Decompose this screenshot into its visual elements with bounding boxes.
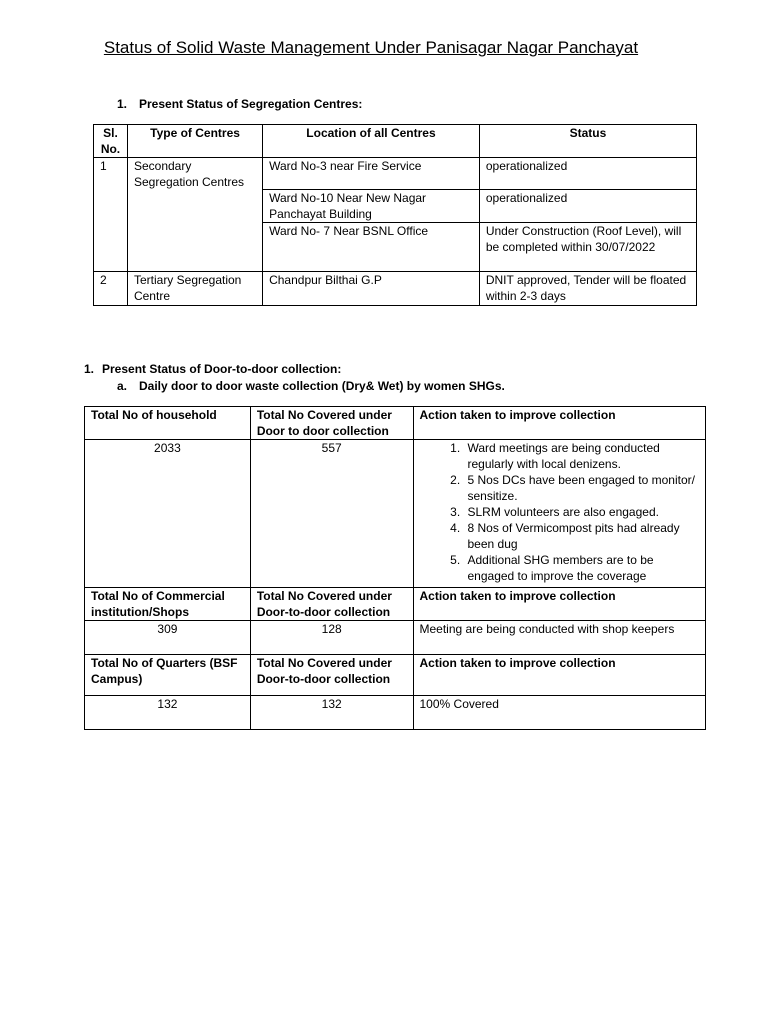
door-to-door-collection-table — [84, 406, 706, 730]
header-total-commercial: Total No of Commercial institution/Shops — [85, 588, 251, 621]
quarters-action: 100% Covered — [413, 696, 706, 730]
commercial-action: Meeting are being conducted with shop keepers — [413, 621, 706, 655]
section-1-title: Present Status of Segregation Centres: — [139, 97, 363, 111]
section-1-number: 1. — [117, 97, 128, 111]
section-2a-letter: a. — [117, 379, 128, 393]
header-total-household: Total No of household — [85, 407, 251, 440]
list-item: 2. 5 Nos DCs have been engaged to monitor/ sensitize. — [464, 472, 700, 504]
household-total: 2033 — [85, 440, 251, 588]
commercial-total: 309 — [85, 621, 251, 655]
header-covered: Total No Covered under Door-to-door collection — [250, 655, 413, 696]
commercial-data-row — [85, 621, 706, 655]
household-actions-cell — [413, 440, 706, 588]
quarters-total: 132 — [85, 696, 251, 730]
quarters-header-row — [85, 655, 706, 696]
cell-status: operationalized — [479, 158, 696, 190]
cell-type: Tertiary Segregation Centre — [127, 272, 262, 306]
list-item: 5. Additional SHG members are to be engaged to improve the coverage — [464, 552, 700, 584]
header-type-of-centres: Type of Centres — [127, 125, 262, 158]
cell-location: Ward No- 7 Near BSNL Office — [263, 223, 480, 272]
header-covered: Total No Covered under Door-to-door collection — [250, 588, 413, 621]
section-2a-title: Daily door to door waste collection (Dry& Wet) by women SHGs. — [139, 379, 505, 393]
list-item: 4. 8 Nos of Vermicompost pits had already been dug — [464, 520, 700, 552]
cell-location: Ward No-3 near Fire Service — [263, 158, 480, 190]
list-item: 1. Ward meetings are being conducted regularly with local denizens. — [464, 440, 700, 472]
header-action: Action taken to improve collection — [413, 407, 706, 440]
list-item: 3. SLRM volunteers are also engaged. — [464, 504, 700, 520]
cell-type: Secondary Segregation Centres — [127, 158, 262, 272]
header-status: Status — [479, 125, 696, 158]
cell-status: DNIT approved, Tender will be floated within 2-3 days — [479, 272, 696, 306]
header-action: Action taken to improve collection — [413, 588, 706, 621]
header-total-quarters: Total No of Quarters (BSF Campus) — [85, 655, 251, 696]
header-covered: Total No Covered under Door to door collection — [250, 407, 413, 440]
cell-status: operationalized — [479, 190, 696, 223]
quarters-covered: 132 — [250, 696, 413, 730]
segregation-centres-table — [93, 124, 697, 306]
document-title: Status of Solid Waste Management Under Panisagar Nagar Panchayat — [103, 38, 639, 57]
section-2-title: Present Status of Door-to-door collection: — [102, 362, 342, 376]
cell-location: Ward No-10 Near New Nagar Panchayat Building — [263, 190, 480, 223]
household-actions-list — [420, 440, 700, 584]
header-action: Action taken to improve collection — [413, 655, 706, 696]
quarters-data-row — [85, 696, 706, 730]
section-1-heading — [117, 96, 362, 112]
cell-status: Under Construction (Roof Level), will be completed within 30/07/2022 — [479, 223, 696, 272]
section-2-heading — [84, 361, 341, 377]
commercial-covered: 128 — [250, 621, 413, 655]
table-row — [94, 272, 697, 306]
cell-location: Chandpur Bilthai G.P — [263, 272, 480, 306]
cell-sl: 2 — [94, 272, 128, 306]
header-sl-no: Sl. No. — [94, 125, 128, 158]
household-covered: 557 — [250, 440, 413, 588]
cell-sl: 1 — [94, 158, 128, 272]
table-header-row — [94, 125, 697, 158]
household-header-row — [85, 407, 706, 440]
section-2-number: 1. — [84, 362, 95, 376]
section-2a-heading — [117, 378, 505, 394]
commercial-header-row — [85, 588, 706, 621]
table-row — [94, 158, 697, 190]
household-data-row — [85, 440, 706, 588]
header-location: Location of all Centres — [263, 125, 480, 158]
